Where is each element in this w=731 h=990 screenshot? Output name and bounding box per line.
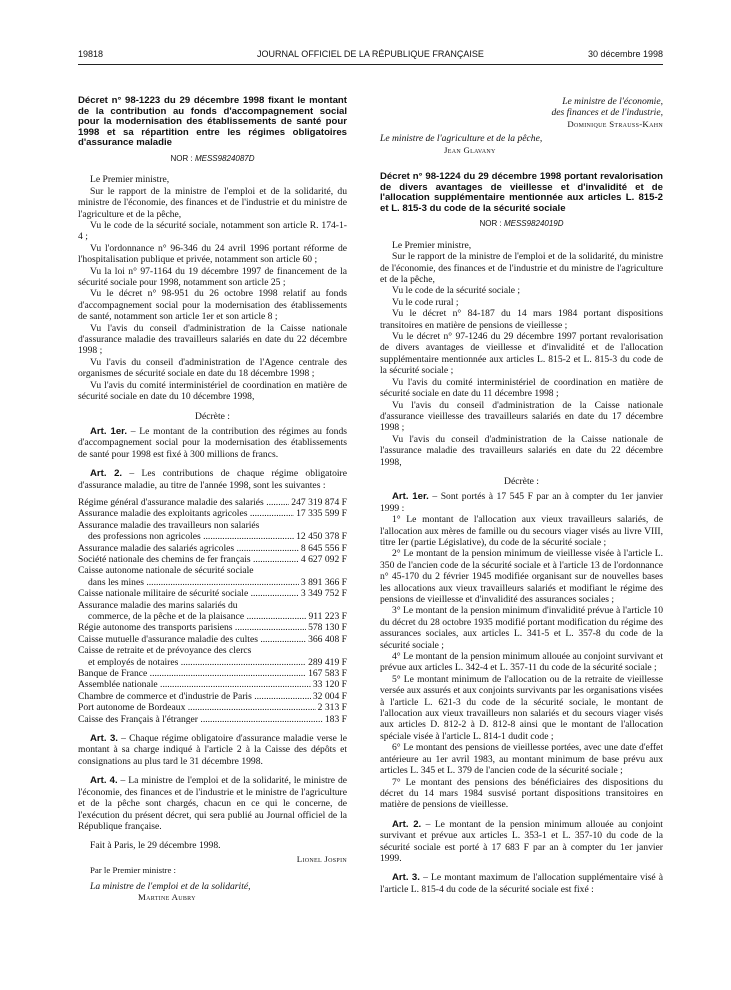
right-column [380,96,663,895]
visa-paragraph: Vu le décret n° 98-951 du 26 octobre 1998 relatif au fonds d'accompagnement social pour la modernisation des établissements de santé, notamment son article 1er et son article 8 ; [78,288,347,323]
visa-paragraph: Le Premier ministre, [90,174,170,186]
decree-1-nor: NOR : MESS9824087D [170,153,255,163]
contribution-amount: 33 120 F [312,679,347,691]
visa-paragraph: Vu la loi n° 97-1164 du 19 décembre 1997 de financement de la sécurité sociale pour 1998, notamment son article 25 ; [78,265,347,289]
visa-paragraph: Vu le code rural ; [392,296,459,308]
visa-paragraph: Vu le décret n° 84-187 du 14 mars 1984 portant dispositions transitoires en matière de pensions de vieillesse ; [380,308,663,331]
decree-1-done: Fait à Paris, le 29 décembre 1998. [90,840,221,852]
decree-1-title: Décret n° 98-1223 du 29 décembre 1998 fixant le montant de la contribution au fonds d'accompagnement social pour la modernisation des établissements de santé pour 1998 et sa répartition entre les régimes obligatoires d'assurance maladie [78,95,347,149]
visa-paragraph: Vu l'ordonnance n° 96-346 du 24 avril 1996 portant réforme de l'hospitalisation publique et privée, notamment son article 60 ; [78,242,347,266]
decree-1-art-4: Art. 4. – La ministre de l'emploi et de la solidarité, le ministre de l'économie, des finances et de l'industrie et le ministre de l'agriculture et de la pêche sont chargés, chacun en ce qui le concerne, de l'exécution du présent décret, qui sera publié au Journal officiel de la République française. [78,775,347,832]
decree-1-art-1: Art. 1er. – Le montant de la contribution des régimes au fonds d'accompagnement social pour la modernisation des établissements de santé pour 1998 est fixé à 300 millions de francs. [78,425,348,460]
visa-paragraph: Sur le rapport de la ministre de l'emploi et de la solidarité, du ministre de l'économie, des finances et de l'industrie et du ministre de l'agriculture et de la pêche, [380,251,663,286]
contribution-amount: 167 583 F [308,668,347,680]
visa-paragraph: Vu l'avis du comité interministériel de coordination en matière de sécurité sociale en date du 10 décembre 1998, [78,379,347,403]
contribution-amount: 2 313 F [317,702,347,714]
decree-1-visas [78,174,347,402]
visa-paragraph: Vu l'avis du comité interministériel de coordination en matière de sécurité sociale en date du 11 décembre 1998 ; [380,376,663,400]
article-item: 1° Le montant de l'allocation aux vieux travailleurs salariés, de l'allocation aux mères de famille ou du secours viager visés au livre VIII, titre Ier (partie Législative), du code de la sécurité sociale ; [380,514,663,548]
contributor-name: Assurance maladie des exploitants agricoles ..... [78,508,294,519]
visa-paragraph: Vu le décret n° 97-1246 du 29 décembre 1997 portant revalorisation de divers avantages de vieillesse et d'invalidité et de l'allocation supplémentaire mentionnée aux articles L. 815-2 et L. 815-3 du code de la sécurité sociale ; [380,331,663,377]
signature-glavany: Jean Glavany [444,144,496,155]
contribution-amount: 366 408 F [308,633,347,645]
contribution-amount: 3 349 752 F [300,588,347,600]
signature-role-1: Le ministre de l'économie, [562,96,663,107]
table-row [78,577,347,588]
contribution-amount: 289 419 F [308,656,347,668]
journal-title: JOURNAL OFFICIEL DE LA RÉPUBLIQUE FRANÇAISE [257,49,484,59]
signature-by: Par le Premier ministre : [90,865,176,876]
table-row [78,702,347,713]
signature-aubry: Martine Aubry [138,891,196,902]
visa-paragraph: Vu l'avis du conseil d'administration de la Caisse nationale d'assurance maladie des travailleurs salariés en date du 22 décembre 1998 ; [78,322,347,357]
table-row-label: Caisse autonome nationale de sécurité sociale [78,565,254,577]
visa-paragraph: Vu le code de la sécurité sociale, notamment son article R. 174-1-4 ; [78,220,347,243]
contributor-name: Régime général d'assurance maladie des salariés ..... [78,497,289,508]
article-item: 5° Le montant minimum de l'allocation ou de la retraite de vieillesse versée aux assurés et aux conjoints survivants par les organisations visées à l'article L. 621-3 du code de la sécurité sociale, le montant de l'allocation aux vieux travailleurs non salariés et du secours viager visés aux articles D. 812-2 à D. 812-8 ainsi que le montant de l'allocation spéciale visée à l'article L. 814-1 dudit code ; [380,673,663,742]
visa-paragraph: Vu le code de la sécurité sociale ; [392,285,521,297]
table-row [78,588,347,599]
contributor-name: Caisse nationale militaire de sécurité sociale ..... [78,588,299,599]
page-number: 19818 [78,49,104,59]
table-row-label: Assurance maladie des travailleurs non salariés [78,519,260,531]
contributor-name: dans les mines ..... [78,577,299,588]
table-row [78,714,347,725]
contribution-amount: 247 319 874 F [291,496,347,508]
visa-paragraph: Vu l'avis du conseil d'administration de la Caisse nationale de l'assurance maladie des travailleurs salariés en date du 22 décembre 1998, [380,433,663,468]
visa-paragraph: Sur le rapport de la ministre de l'emploi et de la solidarité, du ministre de l'économie, des finances et de l'industrie et du ministre de l'agriculture et de la pêche, [78,185,347,220]
contributor-name: Assemblée nationale ..... [78,679,311,690]
signature-role-aubry: La ministre de l'emploi et de la solidarité, [90,880,251,892]
contribution-table [78,497,347,725]
contribution-amount: 183 F [324,713,347,725]
article-item: 3° Le montant de la pension minimum d'invalidité prévue à l'article 10 du décret du 28 octobre 1935 modifié portant modification du régime des assurances sociales, aux articles L. 341-5 et L. 357-8 du code de la sécurité sociale ; [380,605,663,651]
table-row [78,531,347,542]
contribution-amount: 911 223 F [308,611,347,622]
contribution-amount: 3 891 366 F [300,576,347,588]
page-header [78,49,663,63]
decree-1-art-3: Art. 3. – Chaque régime obligatoire d'assurance maladie verse le montant à sa charge indiqué à l'article 2 à la Caisse des dépôts et consignations au plus tard le 31 décembre 1998. [78,733,347,767]
table-row [78,679,347,690]
contributor-name: et employés de notaires ..... [78,657,306,668]
table-row-label: Assurance maladie des marins salariés du [78,599,238,611]
decree-2-nor: NOR : MESS9824019D [479,219,564,229]
header-rule [78,64,663,65]
decree-2-visas [380,240,663,468]
decree-1-decrete: Décrète : [195,410,230,422]
signature-role-2: des finances et de l'industrie, [551,107,663,119]
contribution-amount: 32 004 F [312,690,347,702]
decree-2-art-2: Art. 2. – Le montant de la pension minimum allouée au conjoint survivant et prévue aux articles L. 353-1 et L. 357-10 du code de la sécurité sociale est porté à 17 683 F par an à compter du 1er janvier 1999. [380,818,663,864]
table-row [78,543,347,554]
contributor-name: commerce, de la pêche et de la plaisance ..... [78,611,306,622]
signature-jospin: Lionel Jospin [296,853,347,864]
signature-role-3: Le ministre de l'agriculture et de la pêche, [380,133,543,145]
contributor-name: Caisse mutuelle d'assurance maladie des cultes ..... [78,634,306,645]
table-row [78,622,347,633]
issue-date: 30 décembre 1998 [587,49,663,59]
contribution-amount: 4 627 092 F [300,553,347,565]
contribution-amount: 578 130 F [308,622,347,634]
decree-2-decrete: Décrète : [504,475,539,487]
visa-paragraph: Le Premier ministre, [392,239,472,251]
contributor-name: Chambre de commerce et d'industrie de Paris ..... [78,691,311,702]
decree-2-art-1-items [380,514,663,811]
visa-paragraph: Vu l'avis du conseil d'administration de la Caisse nationale d'assurance vieillesse des travailleurs salariés en date du 17 décembre 1998 ; [380,399,663,434]
decree-1-art-2: Art. 2. – Les contributions de chaque régime obligatoire d'assurance maladie, au titre de l'année 1998, sont les suivantes : [78,468,347,491]
signature-strauss-kahn: Dominique Strauss-Kahn [567,118,663,129]
contributor-name: Assurance maladie des salariés agricoles ..... [78,543,299,554]
decree-2-art-3: Art. 3. – Le montant maximum de l'allocation supplémentaire visé à l'article L. 815-4 du code de la sécurité sociale est fixé : [380,872,663,895]
visa-paragraph: Vu l'avis du conseil d'administration de l'Agence centrale des organismes de sécurité sociale en date du 18 décembre 1998 ; [78,356,347,380]
article-item: 4° Le montant de la pension minimum allouée au conjoint survivant et prévue aux articles L. 342-4 et L. 357-11 du code de la sécurité sociale ; [380,651,663,674]
left-column [78,96,347,903]
table-row [78,668,347,679]
table-row [78,691,347,702]
table-row [78,611,347,622]
table-row [78,508,347,519]
table-row-label: Caisse de retraite et de prévoyance des clercs [78,645,252,657]
article-item: 6° Le montant des pensions de vieillesse portées, avec une date d'effet antérieure au 1er avril 1983, au montant minimum de base prévu aux articles L. 345 et L. 379 de l'ancien code de la sécurité sociale ; [380,742,663,777]
contributor-name: Port autonome de Bordeaux ..... [78,702,316,713]
contribution-amount: 8 645 556 F [300,542,347,554]
contribution-amount: 12 450 378 F [296,531,347,543]
decree-2-art-1: Art. 1er. – Sont portés à 17 545 F par an à compter du 1er janvier 1999 : [380,491,664,514]
table-row [78,634,347,645]
contribution-amount: 17 335 599 F [296,508,347,520]
table-row [78,497,347,508]
article-item: 7° Le montant des pensions des bénéficiaires des dispositions du décret du 14 mars 1984 susvisé portant dispositions transitoires en matière de pensions de vieillesse. [380,776,663,811]
table-row [78,554,347,565]
contributor-name: des professions non agricoles ..... [78,531,294,542]
article-item: 2° Le montant de la pension minimum de vieillesse visée à l'article L. 350 de l'ancien code de la sécurité sociale et à l'article 13 de l'ordonnance n° 45-170 du 2 février 1945 modifiée organisant sur de nouvelles bases les allocations aux vieux travailleurs salariés et modifiant le régime des pensions de vieillesse et d'invalidité des assurances sociales ; [380,548,663,605]
contributor-name: Banque de France ..... [78,668,306,679]
table-row [78,657,347,668]
contributor-name: Caisse des Français à l'étranger ..... [78,714,323,725]
contributor-name: Société nationale des chemins de fer français ..... [78,554,299,565]
decree-2-title: Décret n° 98-1224 du 29 décembre 1998 portant revalorisation de divers avantages de vieillesse et d'invalidité et de l'allocation supplémentaire mentionnée aux articles L. 815-2 et L. 815-3 du code de la sécurité sociale [380,171,663,214]
contributor-name: Régie autonome des transports parisiens ..... [78,622,306,633]
